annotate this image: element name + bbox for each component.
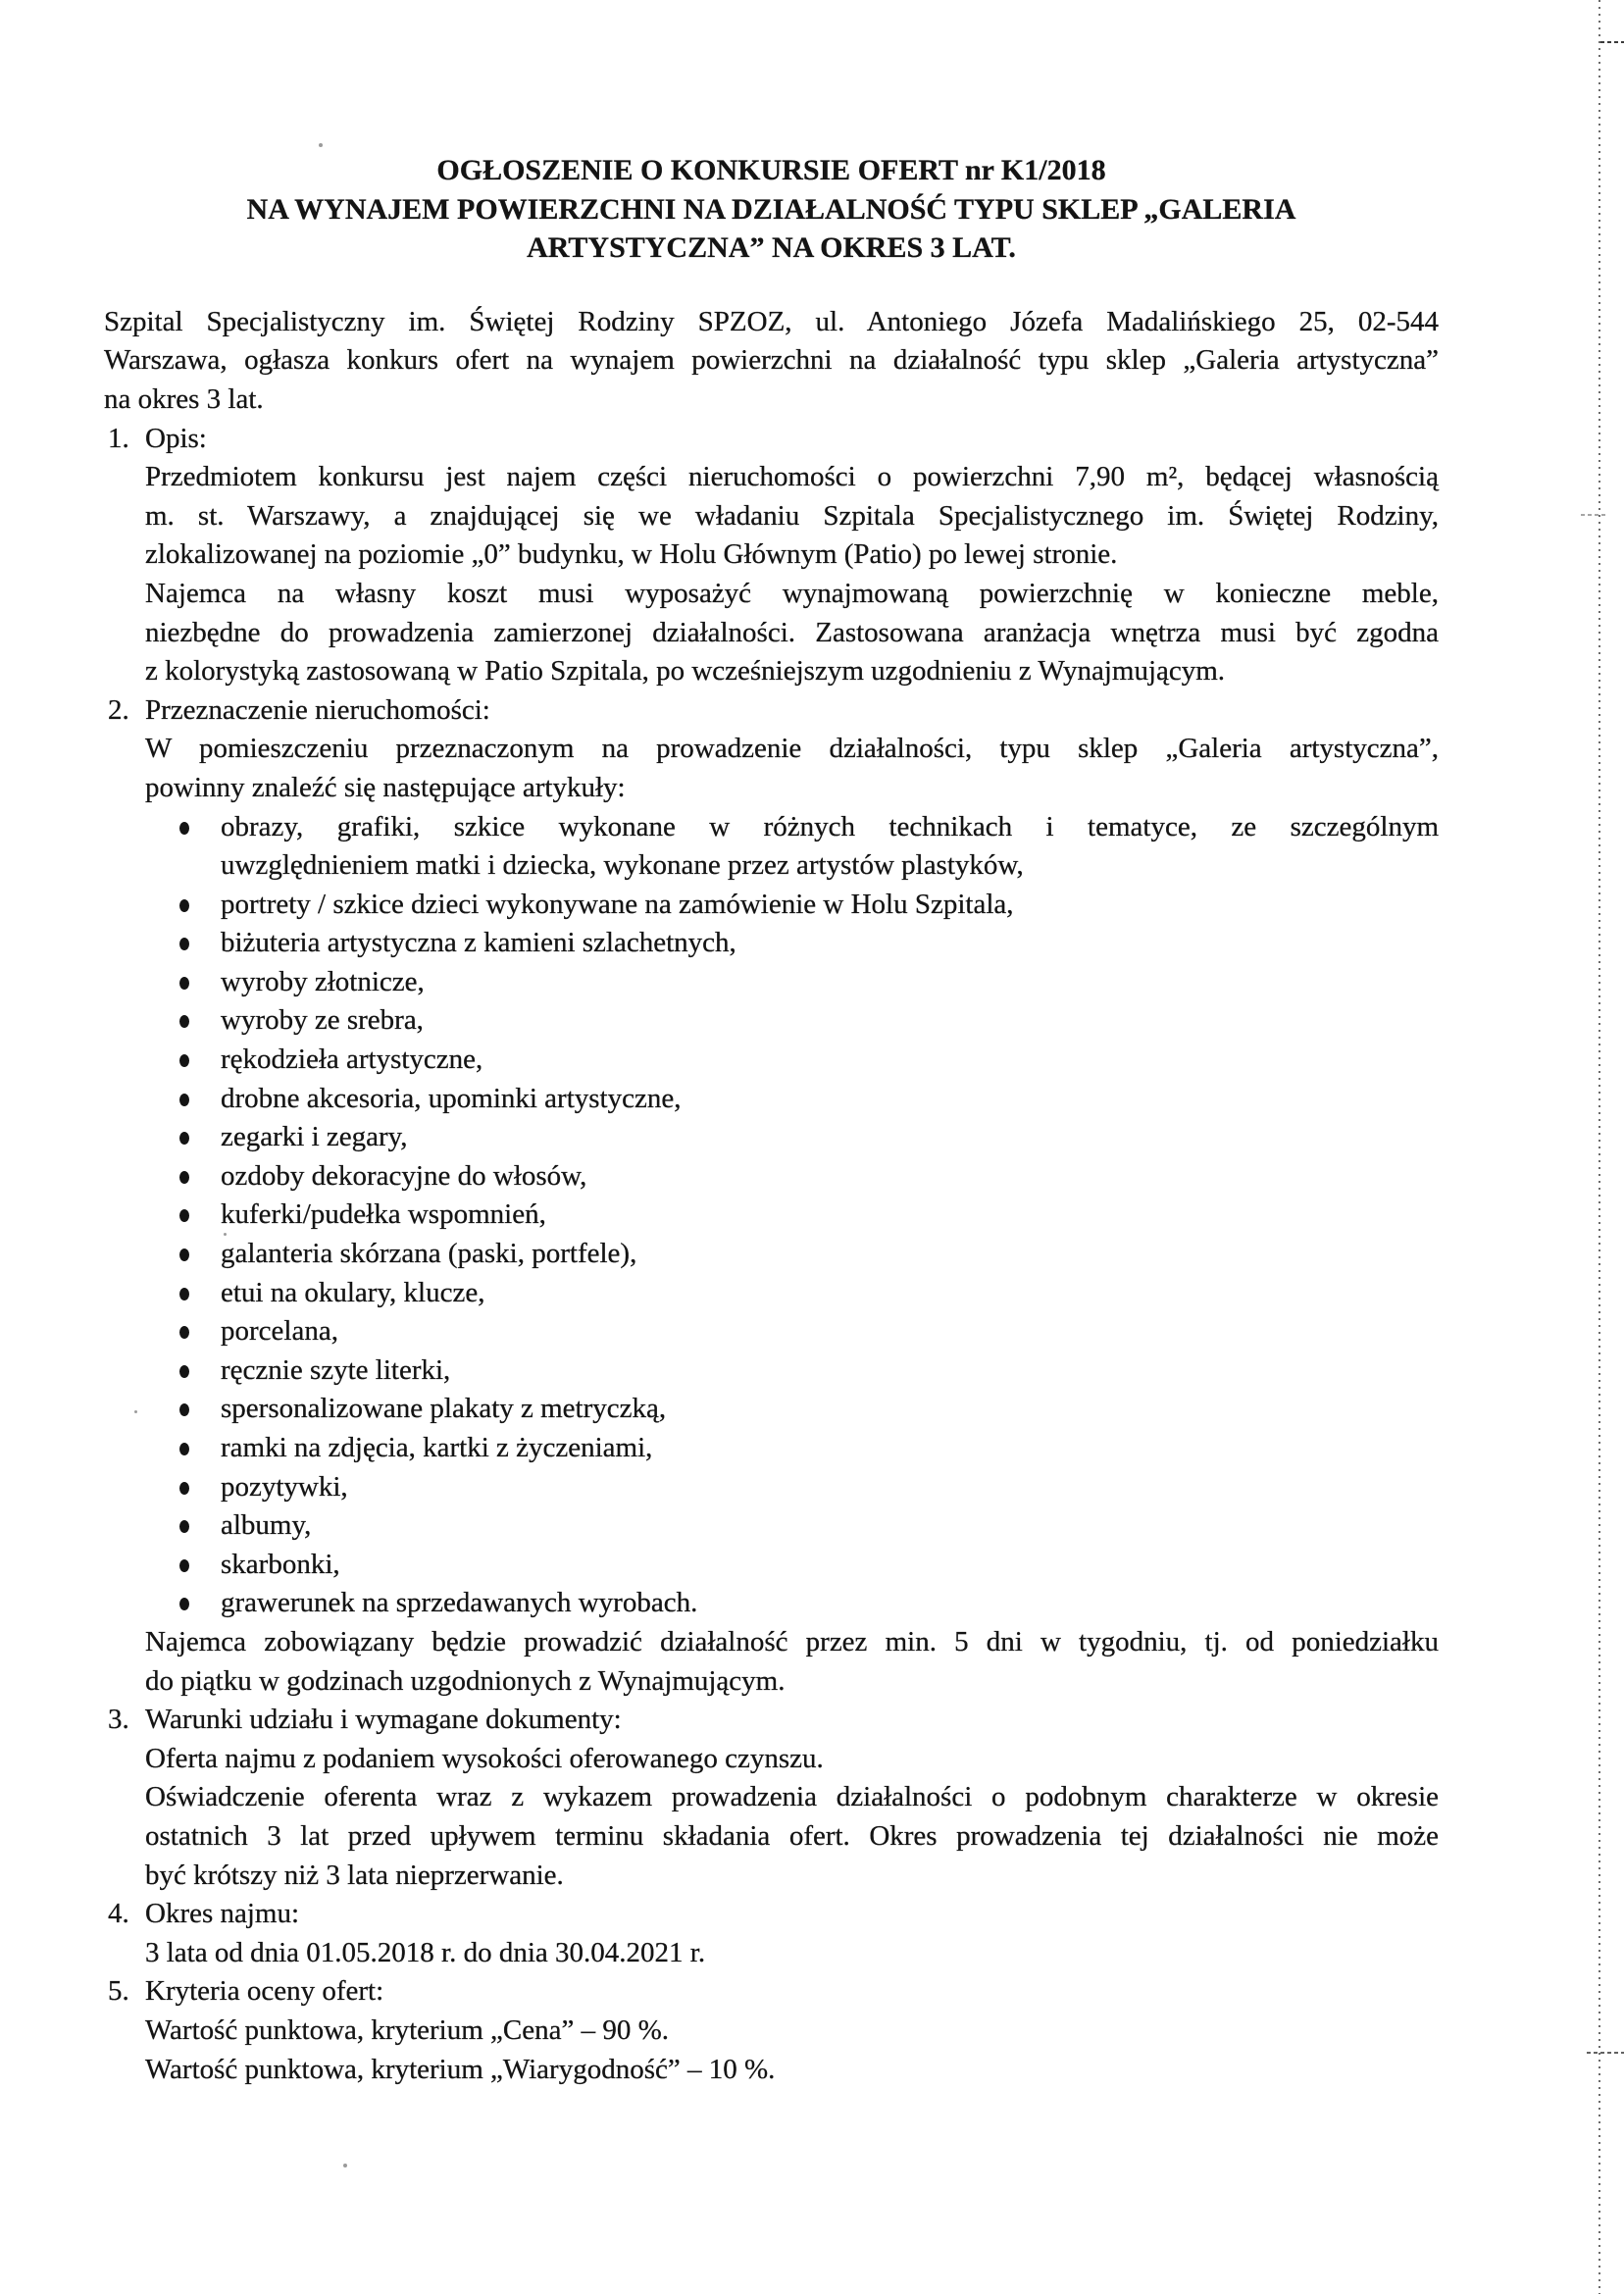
text-line: Przeznaczenie nieruchomości: — [145, 693, 490, 726]
text-line: być krótszy niż 3 lata nieprzerwanie. — [145, 1859, 564, 1891]
section — [104, 1895, 1439, 1972]
text-line: grawerunek na sprzedawanych wyrobach. — [221, 1587, 698, 1619]
text-line: kuferki/pudełka wspomnień, — [221, 1198, 546, 1231]
section — [104, 691, 1439, 1701]
paragraph — [145, 1778, 1439, 1895]
bullet-icon — [179, 1249, 189, 1261]
scan-artifact-speck — [224, 1233, 227, 1236]
scan-artifact-dash — [1587, 2052, 1624, 2054]
bullet-item — [145, 1235, 1439, 1274]
text-line: Okres najmu: — [145, 1898, 300, 1930]
bullet-item — [145, 1351, 1439, 1391]
text-line: m. st. Warszawy, a znajdującej się we władaniu Szpitala Specjalistycznego im. Świętej Rodziny, — [145, 499, 1439, 532]
text-line: Warunki udziału i wymagane dokumenty: — [145, 1704, 622, 1736]
bullet-item — [145, 808, 1439, 886]
intro-paragraph — [104, 303, 1439, 420]
section — [104, 420, 1439, 691]
section-number: 2. — [108, 693, 129, 726]
bullet-item — [145, 1274, 1439, 1313]
scan-artifact-speck — [319, 143, 323, 147]
bullet-item — [145, 1312, 1439, 1351]
bullet-icon — [179, 977, 189, 990]
bullet-item — [145, 1546, 1439, 1585]
bullet-icon — [179, 1598, 189, 1610]
text-line: Warszawa, ogłasza konkurs ofert na wynajem powierzchni na działalność typu sklep „Galeria artystyczna” — [104, 344, 1439, 377]
paragraph — [145, 575, 1439, 691]
text-line: Przedmiotem konkursu jest najem części nieruchomości o powierzchni 7,90 m², będącej własnością — [145, 461, 1439, 493]
text-line: portrety / szkice dzieci wykonywane na zamówienie w Holu Szpitala, — [221, 888, 1014, 920]
bullet-icon — [179, 1209, 189, 1222]
text-line: biżuteria artystyczna z kamieni szlachetnych, — [221, 927, 736, 959]
paragraph — [145, 2012, 1439, 2051]
paragraph — [145, 1623, 1439, 1701]
section-number: 1. — [108, 422, 129, 454]
bullet-item — [145, 1196, 1439, 1235]
bullet-item — [145, 1118, 1439, 1157]
scan-artifact-speck — [134, 1410, 137, 1413]
bullet-item — [145, 1041, 1439, 1080]
text-line: zegarki i zegary, — [221, 1121, 408, 1153]
bullet-item — [145, 963, 1439, 1002]
text-line: pozytywki, — [221, 1470, 348, 1503]
text-line: W pomieszczeniu przeznaczonym na prowadzenie działalności, typu sklep „Galeria artystyczna”, — [145, 733, 1439, 765]
text-line: uwzględnieniem matki i dziecka, wykonane przez artystów plastyków, — [221, 849, 1024, 882]
bullet-icon — [179, 1520, 189, 1533]
text-line: porcelana, — [221, 1315, 338, 1348]
text-line: Najemca na własny koszt musi wyposażyć wynajmowaną powierzchnię w konieczne meble, — [145, 577, 1439, 609]
text-line: skarbonki, — [221, 1548, 340, 1580]
paragraph — [145, 1934, 1439, 1973]
text-line: powinny znaleźć się następujące artykuły: — [145, 771, 626, 803]
text-line: ozdoby dekoracyjne do włosów, — [221, 1159, 587, 1192]
paragraph — [145, 730, 1439, 807]
text-line: ręcznie szyte literki, — [221, 1353, 451, 1386]
scan-artifact-speck — [343, 2164, 347, 2167]
text-line: Najemca zobowiązany będzie prowadzić działalność przez min. 5 dni w tygodniu, tj. od poniedziałku — [145, 1625, 1439, 1657]
text-line: z kolorystyką zastosowaną w Patio Szpitala, po wcześniejszym uzgodnieniu z Wynajmującym. — [145, 655, 1226, 688]
document-title — [104, 151, 1439, 268]
bullet-icon — [179, 1171, 189, 1184]
document-content — [104, 0, 1439, 2089]
text-line: Kryteria oceny ofert: — [145, 1975, 384, 2008]
bullet-icon — [179, 822, 189, 835]
section-number: 4. — [108, 1898, 129, 1930]
text-line: rękodzieła artystyczne, — [221, 1044, 483, 1076]
bullet-item — [145, 1584, 1439, 1623]
scan-artifact-dotted-line — [1599, 0, 1600, 2294]
bullet-item — [145, 924, 1439, 963]
section-number: 3. — [108, 1704, 129, 1736]
scan-artifact-dash — [1581, 514, 1606, 516]
text-line: ARTYSTYCZNA” NA OKRES 3 LAT. — [527, 231, 1016, 265]
bullet-item — [145, 1468, 1439, 1507]
text-line: wyroby ze srebra, — [221, 1004, 424, 1037]
text-line: ramki na zdjęcia, kartki z życzeniami, — [221, 1432, 653, 1463]
bullet-icon — [179, 938, 189, 950]
bullet-icon — [179, 1482, 189, 1495]
section — [104, 1701, 1439, 1895]
bullet-icon — [179, 899, 189, 912]
text-line: Oferta najmu z podaniem wysokości oferowanego czynszu. — [145, 1742, 824, 1774]
text-line: spersonalizowane plakaty z metryczką, — [221, 1393, 667, 1425]
bullet-icon — [179, 1403, 189, 1416]
section — [104, 1972, 1439, 2089]
bullet-icon — [179, 1365, 189, 1378]
scan-artifact-dash — [1600, 41, 1624, 43]
text-line: 3 lata od dnia 01.05.2018 r. do dnia 30.04.2021 r. — [145, 1936, 706, 1968]
sections — [104, 420, 1439, 2090]
text-line: na okres 3 lat. — [104, 382, 264, 415]
text-line: Wartość punktowa, kryterium „Cena” – 90 %. — [145, 2014, 670, 2046]
bullet-icon — [179, 1288, 189, 1300]
text-line: niezbędne do prowadzenia zamierzonej działalności. Zastosowana aranżacja wnętrza musi być zgodna — [145, 616, 1439, 648]
bullet-icon — [179, 1015, 189, 1028]
text-line: albumy, — [221, 1509, 312, 1542]
text-line: NA WYNAJEM POWIERZCHNI NA DZIAŁALNOŚĆ TYPU SKLEP „GALERIA — [246, 192, 1296, 226]
text-line: do piątku w godzinach uzgodnionych z Wynajmującym. — [145, 1664, 786, 1697]
text-line: Oświadczenie oferenta wraz z wykazem prowadzenia działalności o podobnym charakterze w okresie — [145, 1781, 1439, 1813]
paragraph — [145, 1740, 1439, 1779]
bullet-item — [145, 1080, 1439, 1119]
bullet-item — [145, 1506, 1439, 1546]
text-line: wyroby złotnicze, — [221, 965, 425, 997]
text-line: Wartość punktowa, kryterium „Wiarygodność” – 10 %. — [145, 2053, 776, 2085]
bullet-item — [145, 1157, 1439, 1197]
text-line: OGŁOSZENIE O KONKURSIE OFERT nr K1/2018 — [436, 154, 1106, 186]
bullet-icon — [179, 1054, 189, 1067]
section-number: 5. — [108, 1975, 129, 2008]
text-line: Szpital Specjalistyczny im. Świętej Rodziny SPZOZ, ul. Antoniego Józefa Madalińskiego 25, 02-544 — [104, 305, 1439, 337]
bullet-item — [145, 1429, 1439, 1468]
bullet-item — [145, 1390, 1439, 1429]
bullet-icon — [179, 1443, 189, 1455]
text-line: drobne akcesoria, upominki artystyczne, — [221, 1082, 682, 1114]
bullet-icon — [179, 1559, 189, 1572]
text-line: zlokalizowanej na poziomie „0” budynku, w Holu Głównym (Patio) po lewej stronie. — [145, 538, 1118, 571]
text-line: obrazy, grafiki, szkice wykonane w różnych technikach i tematyce, ze szczególnym — [221, 810, 1439, 842]
bullet-icon — [179, 1094, 189, 1106]
bullet-item — [145, 1001, 1439, 1041]
text-line: ostatnich 3 lat przed upływem terminu składania ofert. Okres prowadzenia tej działalności nie może — [145, 1819, 1439, 1852]
paragraph — [145, 2051, 1439, 2090]
bullet-icon — [179, 1132, 189, 1145]
text-line: galanteria skórzana (paski, portfele), — [221, 1238, 637, 1270]
text-line: etui na okulary, klucze, — [221, 1276, 485, 1308]
paragraph — [145, 458, 1439, 575]
bullet-icon — [179, 1326, 189, 1339]
bullet-item — [145, 886, 1439, 925]
text-line: Opis: — [145, 422, 207, 454]
